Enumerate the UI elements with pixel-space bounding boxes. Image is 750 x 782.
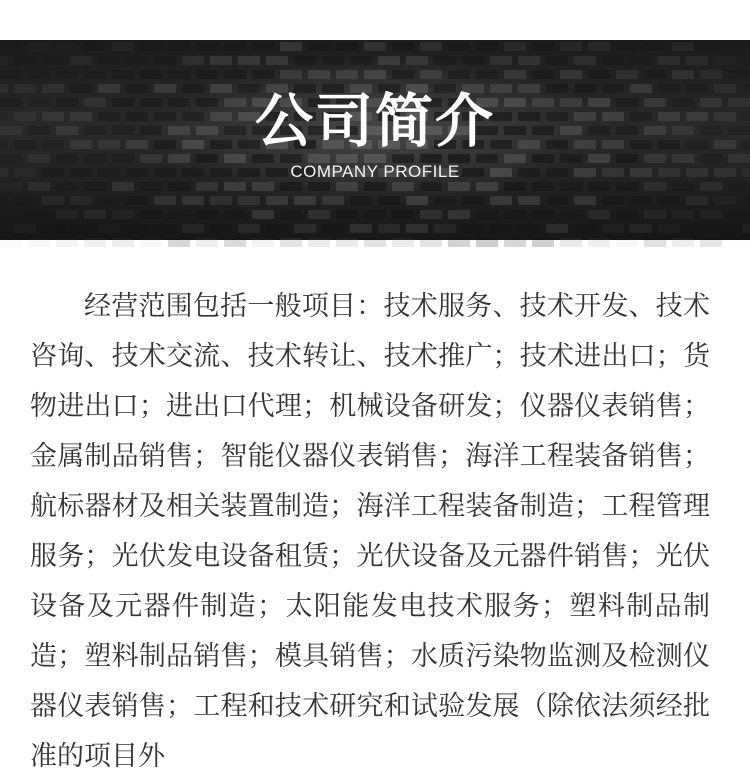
banner-tile [308,42,330,51]
banner-tile [0,70,22,79]
banner-tile [28,182,50,191]
banner-tile [322,56,344,65]
banner-tile [504,70,526,79]
banner-tile [210,224,232,233]
banner-tile [560,42,582,51]
banner-tile [0,56,8,65]
banner-tile [112,182,134,191]
banner-tile [70,196,92,205]
banner-tile [308,210,330,219]
banner-tile [742,56,750,65]
banner-tile [28,210,50,219]
company-intro-section [30,282,710,772]
banner-tile [182,196,204,205]
banner-tile [196,42,218,51]
banner-tile [126,224,148,233]
banner-tile [28,70,50,79]
banner-tile [504,238,526,247]
banner-tile [308,70,330,79]
banner-tile [238,56,260,65]
banner-tile [560,210,582,219]
banner-tile [728,42,750,51]
banner-tile [686,56,708,65]
banner-tile [588,42,610,51]
banner-tile [448,70,470,79]
page-subtitle: COMPANY PROFILE [290,162,460,181]
banner-tile [224,42,246,51]
banner-tile [420,210,442,219]
banner-tile [126,196,148,205]
banner-tile [224,182,246,191]
banner-tile [532,210,554,219]
banner-tile [98,196,120,205]
banner-tile [196,238,218,247]
banner-tile [42,56,64,65]
banner-tile [336,210,358,219]
banner-tile [742,196,750,205]
banner-tile [84,182,106,191]
banner-tile [84,70,106,79]
banner-tile [392,238,414,247]
banner-tile [714,56,736,65]
banner-tile [140,238,162,247]
banner-tile [350,224,372,233]
banner-tile [476,210,498,219]
banner-tile [588,238,610,247]
banner-tile [308,238,330,247]
banner-tile [252,70,274,79]
banner-tile [476,42,498,51]
banner-tile [406,224,428,233]
banner-tile [112,210,134,219]
banner-tile [714,224,736,233]
banner-tile [252,182,274,191]
banner-tile [0,224,8,233]
banner-tile [42,224,64,233]
banner-tile [490,56,512,65]
banner-tile [364,182,386,191]
banner-tile [112,70,134,79]
banner-tile [644,70,666,79]
banner-tile [0,182,22,191]
banner-tile [154,56,176,65]
banner-tile [728,210,750,219]
banner-tile [266,56,288,65]
banner-tile [336,70,358,79]
banner-tile [56,182,78,191]
banner-tile [672,42,694,51]
banner-tile [602,196,624,205]
banner-tile [532,70,554,79]
banner-tile [56,42,78,51]
banner-tile [686,196,708,205]
banner-tile [196,70,218,79]
banner-tile [532,238,554,247]
banner-tile [0,196,8,205]
banner-tile [616,70,638,79]
banner-tile [728,70,750,79]
banner-tile [182,56,204,65]
banner-tile [364,238,386,247]
banner-tile [210,196,232,205]
banner-tile [560,182,582,191]
banner-tile [462,224,484,233]
banner-tile [28,238,50,247]
banner-tile [518,196,540,205]
banner-tile [392,70,414,79]
banner-tile [224,238,246,247]
banner-tile [518,224,540,233]
banner-tile [238,224,260,233]
banner-tile [350,196,372,205]
banner-tile [70,224,92,233]
banner-tile [616,42,638,51]
banner-tile [434,56,456,65]
banner-tile [252,210,274,219]
banner-tile [700,42,722,51]
banner-tile [406,196,428,205]
banner-tile [266,224,288,233]
banner-tile [644,238,666,247]
banner-tile [728,238,750,247]
banner-tile [168,182,190,191]
banner-tile [672,238,694,247]
banner-tile [602,56,624,65]
banner-tile [448,210,470,219]
banner-tile [560,70,582,79]
banner-tile [644,42,666,51]
banner-tile [294,56,316,65]
banner-tile [546,224,568,233]
banner-tile [224,210,246,219]
banner-tile [266,196,288,205]
banner-tile [532,42,554,51]
banner-tile [392,182,414,191]
banner-tile [546,196,568,205]
banner-tile [322,196,344,205]
banner-tile [252,42,274,51]
banner-tile [700,70,722,79]
business-scope-paragraph: 经营范围包括一般项目：技术服务、技术开发、技术咨询、技术交流、技术转让、技术推广；技术进出口；货物进出口；进出口代理；机械设备研发；仪器仪表销售；金属制品销售；智能仪器仪表销售；海洋工程装备销售；航标器材及相关装置制造；海洋工程装备制造；工程管理服务；光伏发电设备租赁；光伏设备及元器件销售；光伏设备及元器件制造；太阳能发电技术服务；塑料制品制造；塑料制品销售；模具销售；水质污染物监测及检测仪器仪表销售；工程和技术研究和试验发展（除依法须经批准的项目外 [30,291,710,772]
banner-tile [56,70,78,79]
banner-tile [322,224,344,233]
banner-tile [504,42,526,51]
page-title: 公司简介 [254,87,495,155]
banner-tile [364,42,386,51]
banner-tile [742,224,750,233]
banner-tile [154,196,176,205]
banner-tile [308,182,330,191]
banner-tile [700,210,722,219]
banner-tile [196,210,218,219]
banner-tile [336,238,358,247]
banner-tile [532,182,554,191]
banner-tile [140,42,162,51]
banner-tile [658,56,680,65]
banner-tile [546,56,568,65]
banner-tile [168,70,190,79]
banner-tile [42,196,64,205]
banner-tile [448,42,470,51]
banner-tile [112,238,134,247]
banner-tile [364,70,386,79]
banner-tile [700,182,722,191]
banner-tile [294,224,316,233]
banner-tile [98,224,120,233]
banner-tile [644,182,666,191]
banner-tile [658,196,680,205]
banner-tile [392,210,414,219]
banner-tile [336,182,358,191]
banner-tile [588,182,610,191]
banner-tile [574,196,596,205]
banner-tile [490,224,512,233]
banner-tile [700,238,722,247]
banner-tile [672,70,694,79]
banner-tile [28,42,50,51]
banner-tile [140,182,162,191]
banner-tile [84,210,106,219]
banner-tile [672,182,694,191]
banner-tile [434,224,456,233]
banner-tile [56,210,78,219]
banner-tile [420,42,442,51]
banner-tile [728,182,750,191]
header-banner [0,40,750,240]
banner-tile [0,42,22,51]
banner-tile [140,210,162,219]
banner-tile [378,56,400,65]
banner-tile [280,42,302,51]
banner-tile [154,224,176,233]
banner-tile [574,56,596,65]
banner-tile [476,238,498,247]
banner-tile [588,70,610,79]
banner-tile [616,182,638,191]
banner-tile [140,70,162,79]
banner-tile [616,210,638,219]
banner-tile [462,56,484,65]
banner-tile [476,182,498,191]
banner-tile [420,70,442,79]
banner-tile [392,42,414,51]
banner-tile [490,196,512,205]
banner-tile [280,182,302,191]
banner-tile [336,42,358,51]
banner-tile [84,238,106,247]
banner-tile [378,196,400,205]
banner-tile [518,56,540,65]
banner-tile [0,238,22,247]
banner-tile [14,56,36,65]
banner-tile [630,224,652,233]
banner-tile [686,224,708,233]
banner-tile [196,182,218,191]
banner-tile [434,196,456,205]
banner-tile [14,224,36,233]
banner-tile [210,56,232,65]
banner-tile [294,196,316,205]
banner-tile [504,182,526,191]
banner-tile [280,70,302,79]
banner-tile [574,224,596,233]
banner-tile [378,224,400,233]
banner-tile [406,56,428,65]
banner-tile [168,210,190,219]
banner-tile [714,196,736,205]
banner-tile [462,196,484,205]
banner-tile [672,210,694,219]
banner-tile [168,238,190,247]
banner-tile [238,196,260,205]
banner-tile [280,210,302,219]
banner-tile [70,56,92,65]
banner-tile [364,210,386,219]
banner-tile [280,238,302,247]
banner-tile [504,210,526,219]
banner-tile [644,210,666,219]
banner-tile [560,238,582,247]
banner-tile [616,238,638,247]
banner-tile [168,42,190,51]
banner-tile [448,182,470,191]
banner-tile [98,56,120,65]
banner-tile [14,196,36,205]
banner-tile [182,224,204,233]
banner-tile [252,238,274,247]
banner-tile [224,70,246,79]
banner-tile [602,224,624,233]
banner-tile [84,42,106,51]
banner-tile [420,238,442,247]
banner-tile [448,238,470,247]
banner-tile [588,210,610,219]
banner-tile [476,70,498,79]
banner-tile [112,42,134,51]
banner-tile [630,56,652,65]
banner-tile [658,224,680,233]
banner-tile [0,210,22,219]
banner-tile [56,238,78,247]
banner-tile [126,56,148,65]
banner-tile [420,182,442,191]
banner-tile [630,196,652,205]
banner-tile [350,56,372,65]
